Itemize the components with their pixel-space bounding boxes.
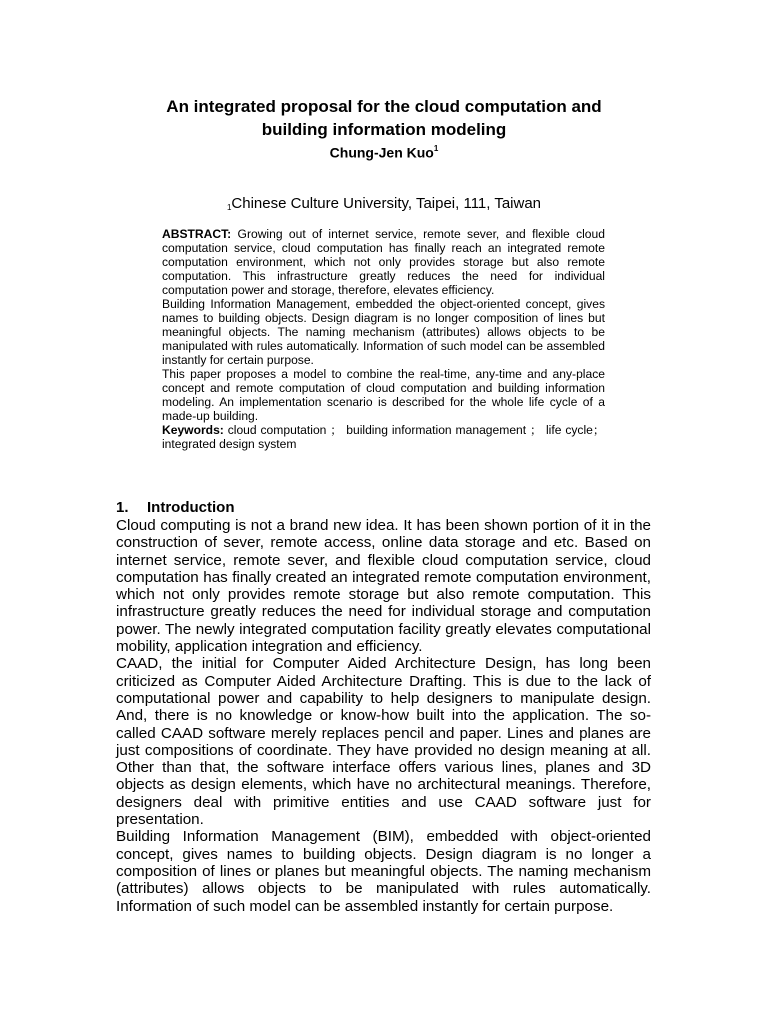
- affiliation-line: [100, 194, 668, 218]
- affiliation-mark: 1: [226, 203, 232, 212]
- title-line-1: An integrated proposal for the cloud computation and: [166, 97, 602, 116]
- abstract-paragraph-1: [162, 227, 605, 297]
- section-body: [116, 517, 651, 915]
- keywords-text: cloud computation ； building information management ； life cycle；integrated design system: [162, 423, 605, 451]
- body-paragraph-2: CAAD, the initial for Computer Aided Architecture Design, has long been criticized as Computer Aided Architecture Drafting. This is due to the lack of computational power and capability to help designers to manipulate design. And, there is no knowledge or know-how built into the application. The so-called CAAD software merely replaces pencil and paper. Lines and planes are just compositions of coordinate. They have provided no design meaning at all. Other than that, the software interface offers various lines, planes and 3D objects as design elements, which have no architectural meanings. Therefore, designers deal with primitive entities and use CAAD software just for presentation.: [116, 655, 651, 829]
- author-affiliation-mark: 1: [433, 144, 439, 153]
- abstract-block: [162, 227, 605, 451]
- abstract-paragraph-2: Building Information Management, embedded the object-oriented concept, gives names to building objects. Design diagram is no longer composition of lines but meaningful objects. The naming mechanism (attributes) allows objects to be manipulated with rules automatically. Information of such model can be assembled instantly for certain purpose.: [162, 297, 605, 367]
- section-heading: [116, 498, 234, 518]
- abstract-paragraph-3: This paper proposes a model to combine the real-time, any-time and any-place concept and remote computation of cloud computation and building information modeling. An implementation scenario is described for the whole life cycle of a made-up building.: [162, 367, 605, 423]
- keywords-paragraph: [162, 423, 605, 451]
- title-line-2: building information modeling: [261, 120, 507, 139]
- section-number: 1.: [116, 499, 129, 516]
- paper-title: [100, 95, 668, 141]
- abstract-label: ABSTRACT:: [162, 227, 232, 241]
- author-line: [100, 141, 668, 162]
- body-paragraph-1: Cloud computing is not a brand new idea. It has been shown portion of it in the construction of sever, remote access, online data storage and etc. Based on internet service, remote sever, and flexible cloud computation service, cloud computation has finally created an integrated remote computation environment, which not only provides remote storage but also remote computation. This infrastructure greatly reduces the need for individual storage and computation power. The newly integrated computation facility greatly elevates computational mobility, application integration and efficiency.: [116, 517, 651, 656]
- body-paragraph-3: Building Information Management (BIM), embedded with object-oriented concept, gives names to building objects. Design diagram is no longer a composition of lines or planes but meaningful objects. The naming mechanism (attributes) allows objects to be manipulated with rules automatically. Information of such model can be assembled instantly for certain purpose.: [116, 828, 651, 915]
- abstract-text-1: Growing out of internet service, remote sever, and flexible cloud computation service, cloud computation has finally reach an integrated remote computation environment, which not only provides storage but also remote computation. This infrastructure greatly reduces the need for individual computation power and storage, therefore, elevates efficiency.: [162, 227, 605, 297]
- section-title: Introduction: [147, 499, 235, 516]
- author-name: Chung-Jen Kuo: [329, 144, 434, 161]
- keywords-label: Keywords:: [162, 423, 224, 437]
- affiliation-text: Chinese Culture University, Taipei, 111, Taiwan: [231, 195, 542, 212]
